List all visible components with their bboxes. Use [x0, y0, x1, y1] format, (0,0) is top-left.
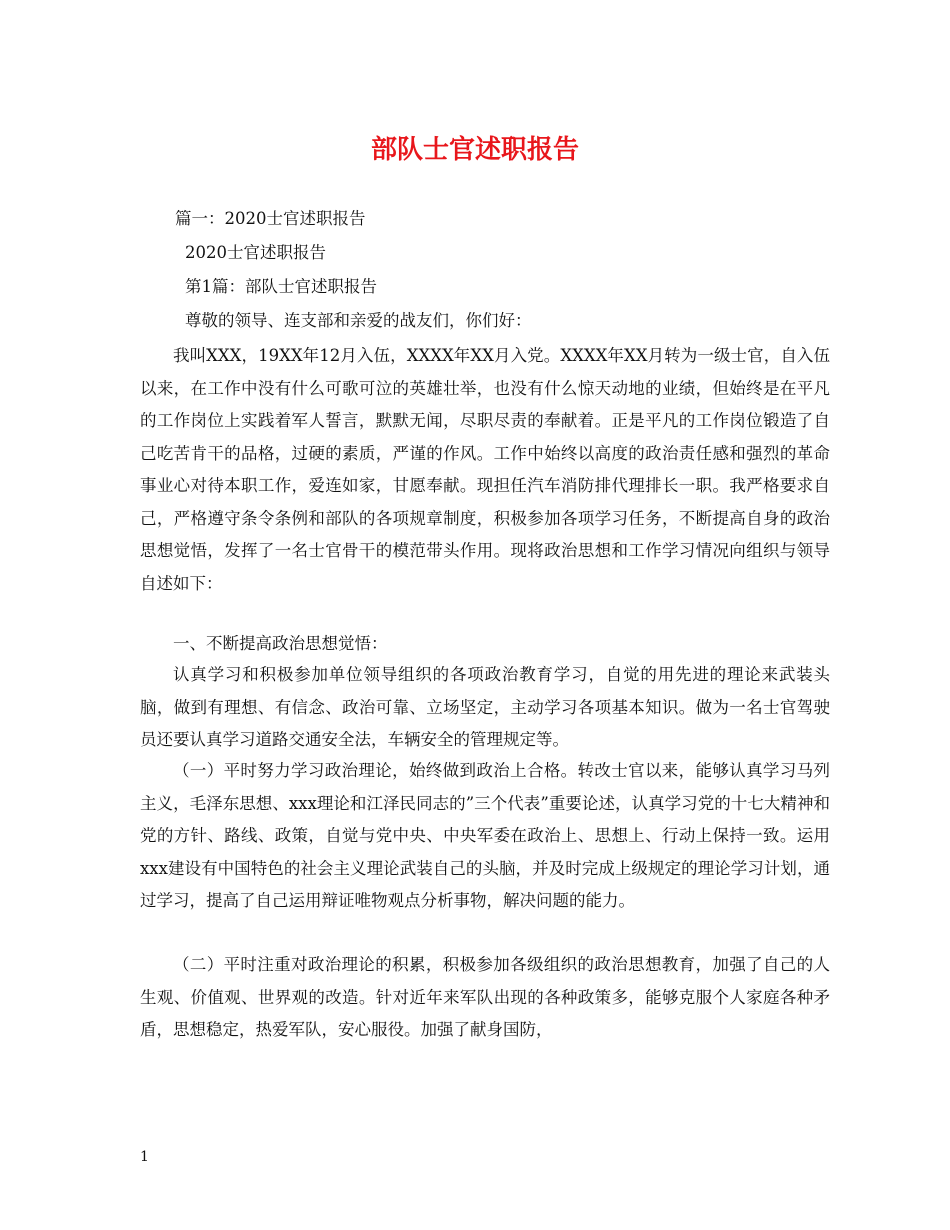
- page-number: 1: [140, 1149, 149, 1165]
- body-paragraph-4: （一）平时努力学习政治理论，始终做到政治上合格。转改士官以来，能够认真学习马列主义，毛泽东思想、xxx理论和江泽民同志的”三个代表”重要论述，认真学习党的十七大精神和党的方针、路线、政策，自觉与党中央、中央军委在政治上、思想上、行动上保持一致。运用xxx建设有中国特色的社会主义理论武装自己的头脑，并及时完成上级规定的理论学习计划，通过学习，提高了自己运用辩证唯物观点分析事物，解决问题的能力。: [140, 761, 830, 910]
- greeting-line: 尊敬的领导、连支部和亲爱的战友们，你们好：: [185, 311, 532, 330]
- body-paragraph-2: 一、不断提高政治思想觉悟：: [173, 634, 388, 653]
- subtitle-line: 2020士官述职报告: [185, 243, 326, 262]
- chapter-line: 第1篇：部队士官述职报告: [185, 277, 377, 296]
- body-paragraph-3: 认真学习和积极参加单位领导组织的各项政治教育学习，自觉的用先进的理论来武装头脑，做到有理想、有信念、政治可靠、立场坚定，主动学习各项基本知识。做为一名士官驾驶员还要认真学习道路交通安全法，车辆安全的管理规定等。: [140, 665, 830, 749]
- section-heading-1: 篇一：2020士官述职报告: [175, 209, 366, 228]
- page-title: 部队士官述职报告: [370, 135, 579, 165]
- body-paragraph-1: 我叫XXX，19XX年12月入伍，XXXX年XX月入党。XXXX年XX月转为一级士官，自入伍以来，在工作中没有什么可歌可泣的英雄壮举，也没有什么惊天动地的业绩，但始终是在平凡的工作岗位上实践着军人誓言，默默无闻，尽职尽责的奉献着。正是平凡的工作岗位锻造了自己吃苦肯干的品格，过硬的素质，严谨的作风。工作中始终以高度的政治责任感和强烈的革命事业心对待本职工作，爱连如家，甘愿奉献。现担任汽车消防排代理排长一职。我严格要求自己，严格遵守条令条例和部队的各项规章制度，积极参加各项学习任务，不断提高自身的政治思想觉悟，发挥了一名士官骨干的模范带头作用。现将政治思想和工作学习情况向组织与领导自述如下：: [140, 346, 830, 593]
- body-paragraph-5: （二）平时注重对政治理论的积累，积极参加各级组织的政治思想教育，加强了自己的人生观、价值观、世界观的改造。针对近年来军队出现的各种政策多，能够克服个人家庭各种矛盾，思想稳定，热爱军队，安心服役。加强了献身国防，: [140, 955, 830, 1039]
